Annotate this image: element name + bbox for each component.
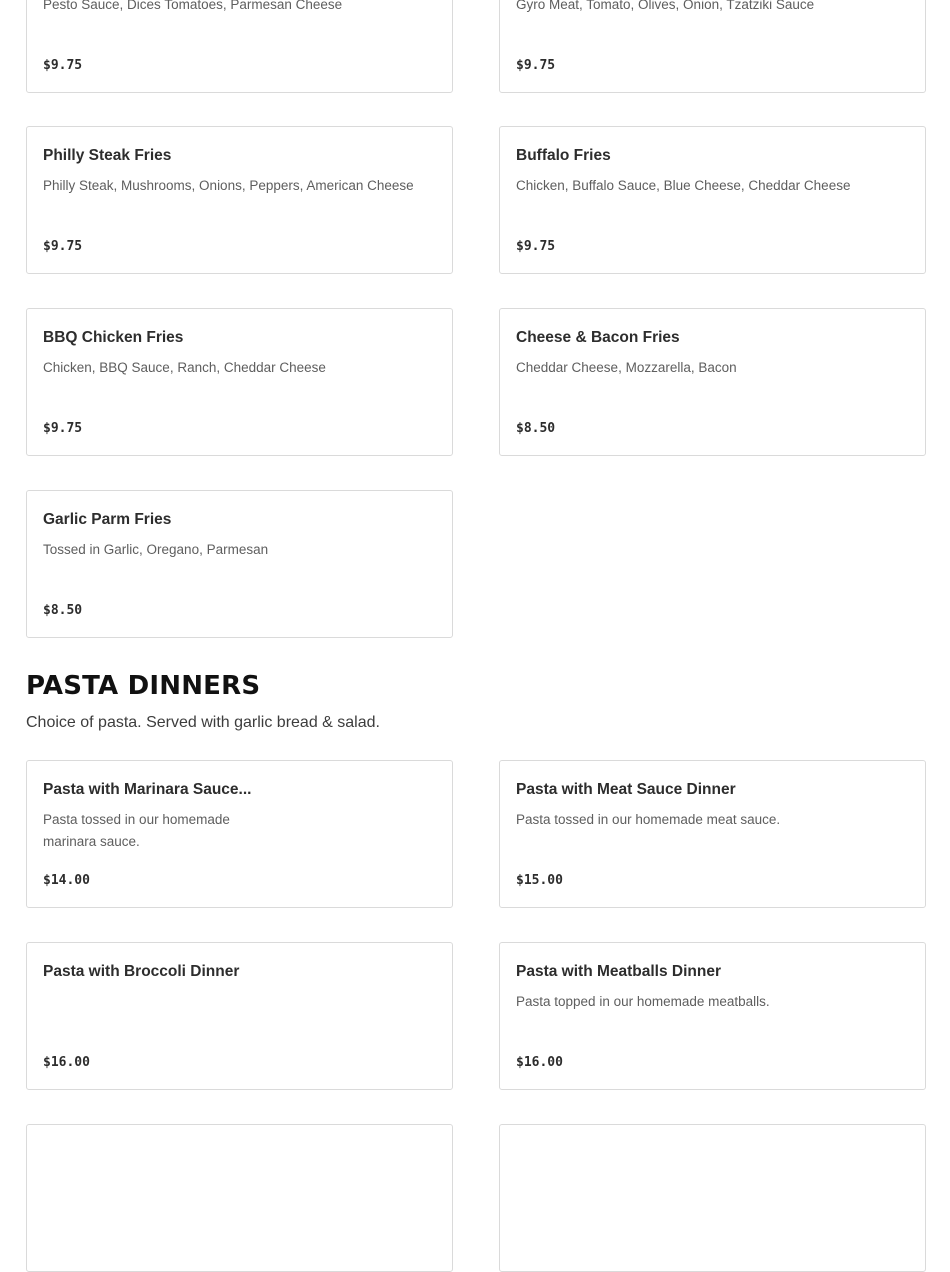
menu-item-name: Pasta with Broccoli Dinner <box>43 963 240 980</box>
section-subtitle: Choice of pasta. Served with garlic bread & salad. <box>26 714 380 731</box>
menu-item-card[interactable] <box>499 1124 926 1272</box>
menu-item-description: Pasta tossed in our homemade meat sauce. <box>516 812 781 827</box>
menu-item-price: $8.50 <box>516 421 556 436</box>
menu-item-card[interactable] <box>499 308 926 456</box>
menu-item-description: Pasta topped in our homemade meatballs. <box>516 994 770 1009</box>
menu-item-card[interactable] <box>26 490 453 638</box>
menu-item-card[interactable] <box>499 942 926 1090</box>
menu-item-card[interactable] <box>499 0 926 93</box>
menu-item-name: Cheese & Bacon Fries <box>516 329 680 346</box>
menu-item-name: BBQ Chicken Fries <box>43 329 184 346</box>
menu-item-name: Garlic Parm Fries <box>43 511 172 528</box>
menu-item-description: Pesto Sauce, Dices Tomatoes, Parmesan Cheese <box>43 0 343 12</box>
menu-item-description: Chicken, Buffalo Sauce, Blue Cheese, Cheddar Cheese <box>516 178 851 193</box>
menu-item-price: $15.00 <box>516 873 563 888</box>
menu-item-price: $9.75 <box>43 58 83 73</box>
menu-item-price: $14.00 <box>43 873 90 888</box>
menu-item-card[interactable] <box>499 760 926 908</box>
menu-item-description-line: marinara sauce. <box>43 834 140 849</box>
menu-item-card[interactable] <box>26 942 453 1090</box>
menu-item-description: Cheddar Cheese, Mozzarella, Bacon <box>516 360 737 375</box>
menu-item-description <box>43 809 230 853</box>
menu-item-price: $9.75 <box>43 239 83 254</box>
menu-item-name: Buffalo Fries <box>516 147 611 164</box>
menu-item-card[interactable] <box>26 760 453 908</box>
menu-item-price: $16.00 <box>516 1055 563 1070</box>
menu-item-name: Philly Steak Fries <box>43 147 172 164</box>
menu-item-name: Pasta with Meatballs Dinner <box>516 963 721 980</box>
section-title: PASTA DINNERS <box>26 671 261 701</box>
menu-item-price: $9.75 <box>516 58 556 73</box>
menu-item-description-line: Pasta tossed in our homemade <box>43 812 230 827</box>
menu-item-price: $16.00 <box>43 1055 90 1070</box>
menu-item-card[interactable] <box>499 126 926 274</box>
menu-item-price: $9.75 <box>43 421 83 436</box>
menu-item-description: Chicken, BBQ Sauce, Ranch, Cheddar Cheese <box>43 360 326 375</box>
menu-item-description: Gyro Meat, Tomato, Olives, Onion, Tzatziki Sauce <box>516 0 815 12</box>
menu-item-card[interactable] <box>26 308 453 456</box>
menu-item-card[interactable] <box>26 0 453 93</box>
menu-item-price: $9.75 <box>516 239 556 254</box>
menu-item-card[interactable] <box>26 126 453 274</box>
menu-item-name: Pasta with Marinara Sauce... <box>43 781 252 798</box>
menu-item-name: Pasta with Meat Sauce Dinner <box>516 781 736 798</box>
menu-item-price: $8.50 <box>43 603 83 618</box>
menu-item-description: Tossed in Garlic, Oregano, Parmesan <box>43 542 269 557</box>
menu-item-card[interactable] <box>26 1124 453 1272</box>
menu-item-description: Philly Steak, Mushrooms, Onions, Peppers, American Cheese <box>43 178 414 193</box>
